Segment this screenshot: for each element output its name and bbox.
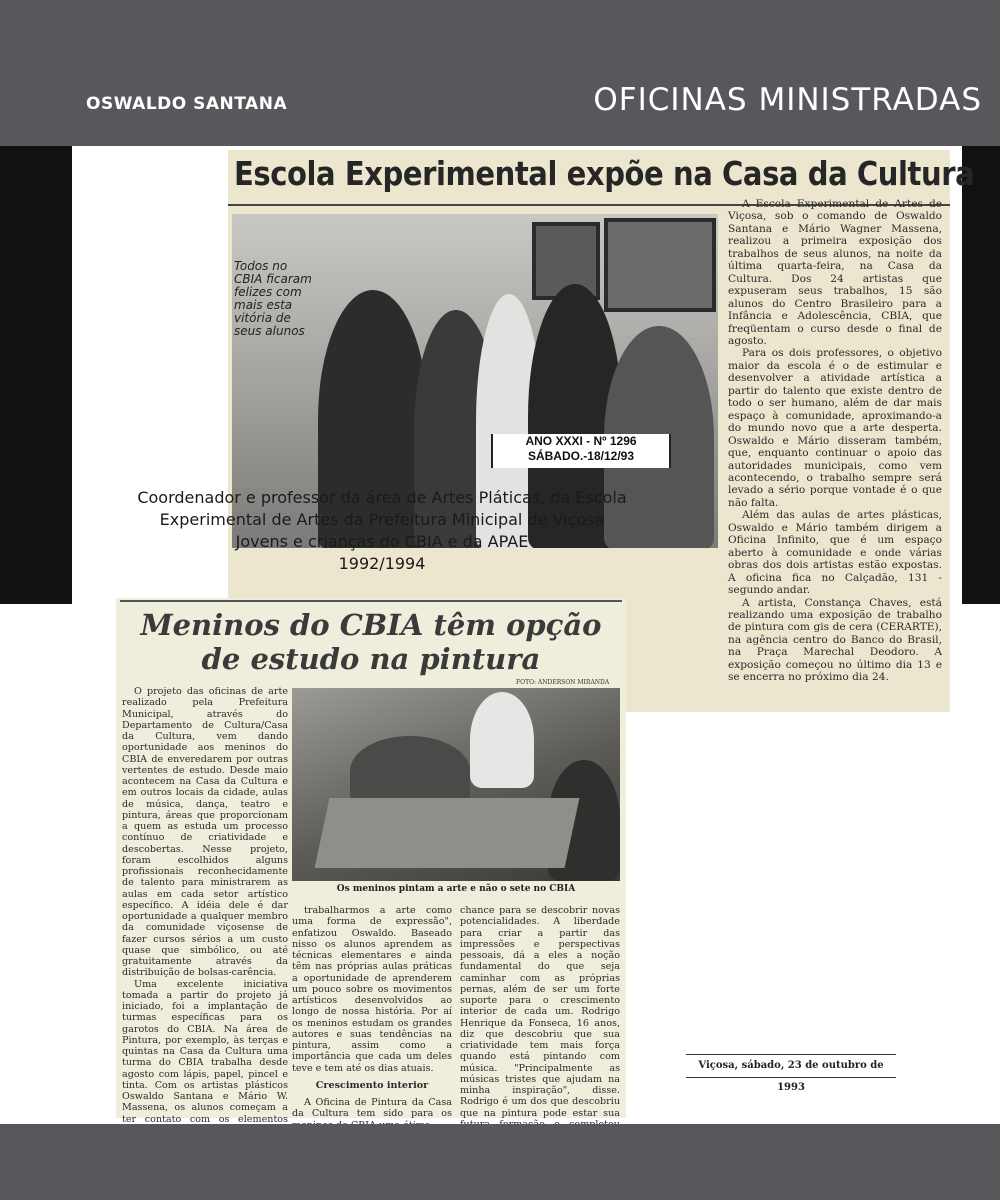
clipping-headline: [116, 608, 626, 676]
photo-credit: FOTO: ANDERSON MIRANDA: [516, 679, 610, 686]
description-line: Experimental de Artes da Prefeitura Minicipal de Viçosa: [159, 510, 605, 529]
top-rule: [120, 600, 622, 602]
photo-caption: Todos no CBIA ficaram felizes com mais esta vitória de seus alunos: [234, 259, 312, 338]
headline-line: de estudo na pintura: [201, 642, 541, 676]
article-paragraph: Uma excelente iniciativa tomada a partir do projeto já iniciado, foi a implantação de turmas específicas para os garotos do CBIA. Na área de Pintura, por exemplo, às terças e quintas na Casa da Cultura uma turma do CBIA trabalha desde agosto com lápis, papel, pincel e tinta. Com os artistas plásticos Oswaldo Santana e Mário W. Massena, os alunos começam a ter contato com os elementos: [122, 978, 288, 1125]
clipping-headline: Escola Experimental expõe na Casa da Cultura: [234, 154, 975, 193]
issue-date: SÁBADO.-18/12/93: [527, 449, 635, 463]
article-paragraph: chance para se descobrir novas potencialidades. A liberdade para criar a partir das impressões e perspectivas pessoais, dá a eles a noção fundamental do que seja caminhar com as próprias pernas, além de ser um forte suporte para o crescimento interior de cada um. Rodrigo Henrique da Fonseca, 16 anos, diz que descobriu que sua criatividade tem mais força quando está pintando com música. "Principalmente as músicas tristes que ajudam na minha inspiração", disse. Rodrigo é um dos que descobriu que na pintura pode estar sua: [460, 905, 620, 1119]
description-line: Coordenador e professor da área de Artes Pláticas, da Escola: [137, 488, 627, 507]
article-paragraph: trabalharmos a arte como uma forma de expressão", enfatizou Oswaldo. Baseado nisso os alunos aprendem as técnicas elementares e ainda têm nas próprias aulas práticas a oportunidade de aprenderem um pouco sobre os movimentos artísticos desenvolvidos ao longo de nossa história. Por aí os meninos estudam os grandes autores e suas tendências na pintura, assim como a importância que cada um deles teve e tem até os dias atuais.: [292, 905, 452, 1074]
author-name: OSWALDO SANTANA: [86, 94, 288, 114]
article-text: [728, 198, 942, 684]
issue-stamp: [491, 434, 671, 468]
person-figure: [470, 692, 534, 788]
dateline: Viçosa, sábado, 23 de outubro de 1993: [686, 1054, 896, 1078]
classroom-photo: [292, 688, 620, 881]
article-paragraph: Além das aulas de artes plásticas, Oswaldo e Mário também dirigem a Oficina Infinito, que é um espaço aberto à comunidade e onde várias obras dos dois artistas estão expostas. A oficina fica no Calçadão, 131 - segundo andar.: [728, 509, 942, 597]
article-column: [122, 686, 288, 1170]
issue-number: ANO XXXI - Nº 1296: [525, 434, 637, 448]
framed-artwork: [604, 218, 716, 312]
description-line: 1992/1994: [338, 554, 426, 573]
footer-bar: [0, 1124, 1000, 1200]
article-paragraph: O projeto das oficinas de arte realizado pela Prefeitura Municipal, através do Departamento de Cultura/Casa da Cultura, vem dando oportunidade aos meninos do CBIA de enveredarem por outras vertentes de estudo. Desde maio acontecem na Casa da Cultura e em outros locais da cidade, aulas de música, dança, teatro e pintura, áreas que proporcionam a quem as estuda um processo contínuo de criatividade e descobertas. Nesse projeto, foram escolhidos alguns profissionais reconhecidamente de talento para ministrarem as aulas em cada setor artístico específico. A idéia dele é dar oportunidade a qualquer membro da comunidade viçosense de fazer cursos sérios a um custo quase que simbólico, ou até gratuitamente através da distribuição de bolsas-carência.: [122, 686, 288, 979]
article-paragraph: A artista, Constança Chaves, está realizando uma exposição de trabalho de pintura com gis de cera (CERARTE), na agência centro do Banco do Brasil, na Praça Marechal Deodoro. A exposição começou no último dia 13 e se encerra no próximo dia 24.: [728, 596, 942, 684]
headline-line: Meninos do CBIA têm opção: [140, 608, 602, 642]
article-subhead: Crescimento interior: [315, 1079, 429, 1091]
photo-caption: Os meninos pintam a arte e não o sete no CBIA: [336, 884, 576, 894]
work-table: [315, 798, 580, 868]
person-figure: [350, 736, 470, 806]
description-block: [76, 487, 688, 575]
header-bar: [0, 0, 1000, 146]
newspaper-clipping-painting: [116, 598, 626, 1125]
article-paragraph: A Escola Experimental de Artes de Viçosa, sob o comando de Oswaldo Santana e Mário Wagner Massena, realizou a primeira exposição dos trabalhos de seus alunos, na noite da última quarta-feira, na Casa da Cultura. Dos 24 artistas que expuseram seus trabalhos, 15 são alunos do Centro Brasileiro para a Infância e Adolescência, CBIA, que freqüentam o curso desde o final de agosto.: [728, 198, 942, 347]
section-title: OFICINAS MINISTRADAS: [593, 82, 982, 118]
description-line: Jovens e crianças do CBIA e da APAE: [235, 532, 529, 551]
left-dark-panel: [0, 146, 72, 604]
article-paragraph: A Oficina de Pintura da Casa da Cultura tem sido para os: [292, 1097, 452, 1120]
article-paragraph: Para os dois professores, o objetivo maior da escola é o de estimular e desenvolver a atividade artística a partir do talento que existe dentro de todo o ser humano, além de dar mais espaço à comunidade, aproximando-a do mundo novo que a arte desperta. Oswaldo e Mário disseram também, que, enquanto continuar o apoio das autoridades municipais, como vem acontecendo, o trabalho sempre será levado a sério porque vontade é o que não falta.: [728, 347, 942, 509]
article-column: [292, 905, 452, 1131]
right-dark-panel: [962, 146, 1000, 604]
